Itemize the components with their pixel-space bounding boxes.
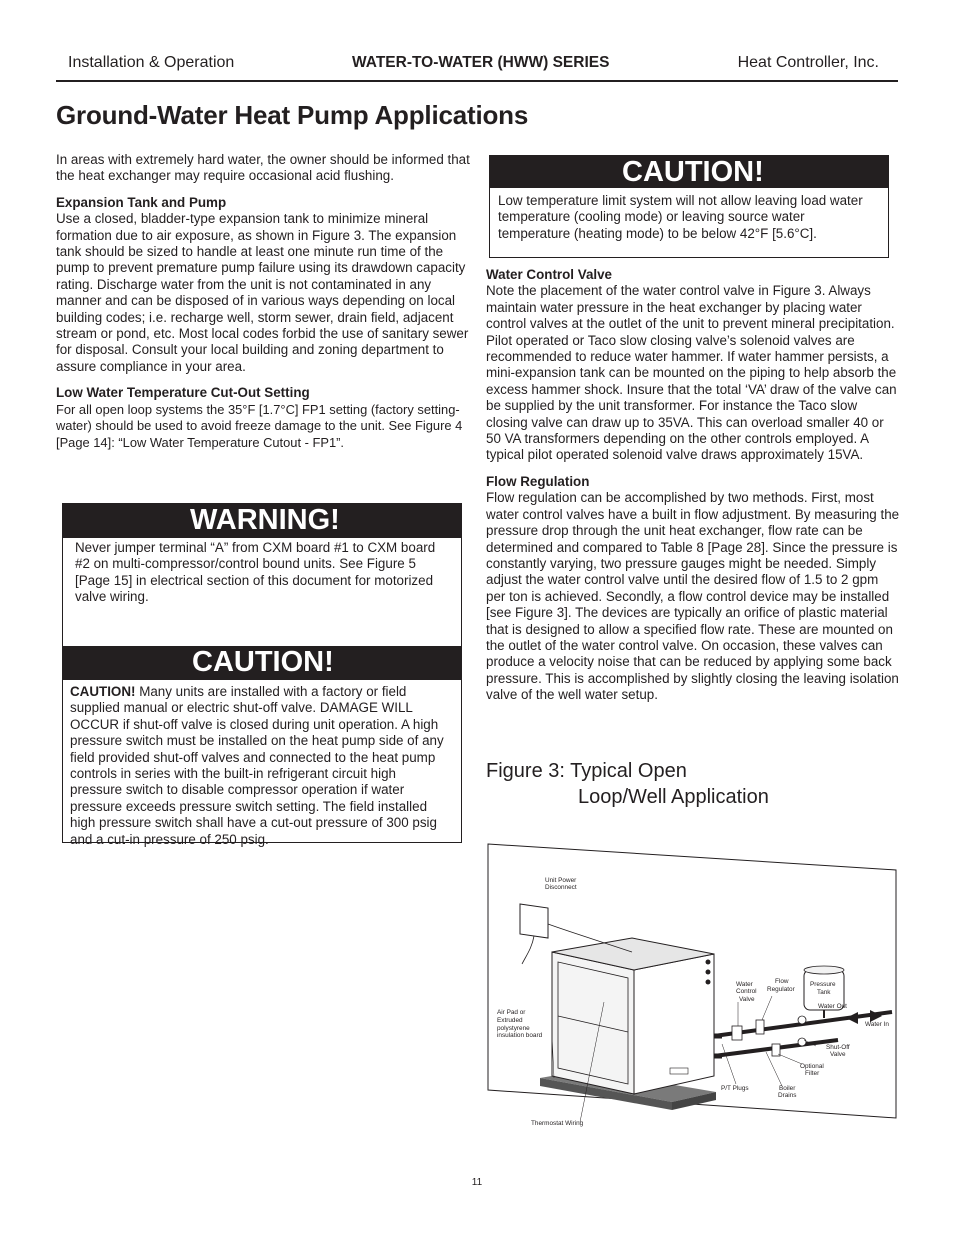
label-tank-1: Pressure [810, 981, 836, 988]
unit-port-3 [706, 980, 711, 985]
caution-lead: CAUTION! [70, 684, 136, 699]
figure-caption-line1: Figure 3: Typical Open [486, 760, 687, 782]
label-filter-1: Optional [800, 1063, 824, 1070]
label-unit-power-2: Disconnect [545, 884, 577, 891]
warning-text: Never jumper terminal “A” from CXM board #1 to CXM board #2 on multi-compressor/control bound units. See Figure 5 [Page 15] in electrical section of this document for motorized valve wiring. [75, 540, 436, 605]
label-shutoff-1: Shut-Off [826, 1044, 850, 1051]
left-column [56, 152, 472, 451]
caution-body-left: Many units are installed with a factory or field supplied manual or electric shut-off valve. DAMAGE WILL OCCUR if shut-off valve is closed during unit operation. A high pressure switch must be installed on the heat pump side of any field provided shut-off valves and connected to the heat pump controls in series with the built-in refrigerant circuit high pressure switch to disable compressor operation if water pressure exceeds pressure switch setting. The field installed high pressure switch shall have a cut-out pressure of 300 psig and a cut-in pressure of 250 psig. [70, 684, 444, 847]
label-unit-power-1: Unit Power [545, 877, 577, 884]
label-pad-1: Air Pad or [497, 1009, 526, 1016]
label-boiler-2: Drains [778, 1092, 797, 1099]
label-pad-2: Extruded [497, 1017, 523, 1024]
intro-paragraph: In areas with extremely hard water, the owner should be informed that the heat exchanger may require occasional acid flushing. [56, 152, 470, 184]
caution-text-right: Low temperature limit system will not allow leaving load water temperature (cooling mode) or leaving source water temperature (heating mode) to be below 42°F [5.6°C]. [498, 193, 863, 241]
header-section-label: Installation & Operation [68, 54, 235, 71]
label-tank-2: Tank [817, 989, 831, 996]
label-boiler-1: Boiler [779, 1085, 796, 1092]
water-control-valve [732, 1026, 742, 1040]
label-water-in: Water In [865, 1021, 889, 1028]
flow-heading: Flow Regulation [486, 473, 590, 489]
caution-box-right [489, 155, 889, 258]
flow-regulator [756, 1020, 764, 1034]
header-series-title: WATER-TO-WATER (HWW) SERIES [352, 54, 610, 71]
unit-port-2 [706, 970, 711, 975]
flow-paragraph: Flow regulation can be accomplished by two methods. First, most water control valves have a built in flow adjustment. By measuring the pressure drop through the unit heat exchanger, flow rate can be determined and compared to Table 8 [Page 28]. Since the pressure is constantly varying, two pressure gauges might be needed. Simply adjust the water control valve until the desired flow of 1.5 to 2 gpm per ton is achieved. Secondly, a flow control device may be installed [see Figure 3]. The devices are typically an orifice of plastic material that is designed to allow a specified flow rate. These are mounted on the outlet of the water control valve. On occasion, these valves can produce a velocity noise that can be reduced by applying some back pressure. This is accomplished by slightly closing the leaving isolation valve of the well water setup. [486, 490, 900, 703]
label-shutoff-2: Valve [830, 1051, 846, 1058]
label-pt-plugs: P/T Plugs [721, 1085, 749, 1092]
warning-title: WARNING! [63, 504, 461, 538]
caution-text-left [63, 680, 461, 848]
label-pad-4: insulation board [497, 1032, 543, 1039]
header-company: Heat Controller, Inc. [737, 54, 879, 71]
unit-front [552, 952, 634, 1094]
label-flow-1: Flow [775, 978, 789, 985]
shutoff-valve-out [798, 1016, 806, 1024]
expansion-heading: Expansion Tank and Pump [56, 194, 227, 210]
disconnect-box [520, 904, 548, 938]
shutoff-valve-in [798, 1038, 806, 1046]
label-filter-2: Filter [805, 1070, 820, 1077]
unit-port-1 [706, 960, 711, 965]
lowwater-heading: Low Water Temperature Cut-Out Setting [56, 385, 310, 401]
pressure-tank-top [804, 966, 844, 974]
label-wcv-2: Control [736, 988, 757, 995]
caution-title-right: CAUTION! [490, 156, 888, 188]
page-number: 11 [471, 1177, 483, 1188]
label-wcv-1: Water [736, 981, 753, 988]
page-header [56, 52, 898, 82]
caution-title-left: CAUTION! [63, 646, 461, 680]
valve-heading: Water Control Valve [486, 267, 613, 282]
unit-nameplate [670, 1068, 688, 1074]
right-column [486, 267, 900, 704]
label-wcv-3: Valve [739, 996, 755, 1003]
lowwater-paragraph: For all open loop systems the 35°F [1.7°C] FP1 setting (factory setting-water) should be used to avoid freeze damage to the unit. See Figure 4 [Page 14]: “Low Water Temperature Cutout - FP1”. [56, 401, 463, 450]
label-water-out: Water Out [818, 1003, 847, 1010]
figure-illustration [486, 840, 900, 1140]
label-pad-3: polystyrene [497, 1025, 530, 1032]
figure-caption-line2: Loop/Well Application [578, 786, 769, 808]
warning-caution-box [62, 503, 462, 847]
well-diagram [486, 840, 900, 1140]
label-thermostat: Thermostat Wiring [531, 1120, 584, 1127]
valve-paragraph: Note the placement of the water control valve in Figure 3. Always maintain water pressure in the heat exchanger by placing water control valves at the outlet of the unit to prevent mineral precipitation. Pilot operated or Taco slow closing valve’s solenoid valves are recommended to reduce water hammer. If water hammer persists, a mini-expansion tank can be mounted on the piping to help absorb the excess hammer shock. Insure that the total ‘VA’ draw of the valve can be supplied by the unit transformer. For instance the Taco slow closing valve can draw up to 35VA. This can overload smaller 40 or 50 VA transformers depending on the other controls employed. A typical pilot operated solenoid valve draws approximately 15VA. [486, 283, 897, 463]
label-flow-2: Regulator [767, 986, 795, 993]
page-title: Ground-Water Heat Pump Applications [56, 100, 529, 130]
expansion-paragraph: Use a closed, bladder-type expansion tank to minimize mineral formation due to air exposure, as shown in Figure 3. The expansion tank should be sized to handle at least one minute run time of the pump to prevent premature pump failure using its drawdown capacity rating. Discharge water from the unit is not contaminated in any manner and can be disposed of in various ways depending on local building codes; i.e. recharge well, storm sewer, drain field, adjacent stream or pond, etc. Most local codes forbid the use of sanitary sewer for disposal. Consult your local building and zoning department to assure compliance in your area. [56, 211, 469, 374]
